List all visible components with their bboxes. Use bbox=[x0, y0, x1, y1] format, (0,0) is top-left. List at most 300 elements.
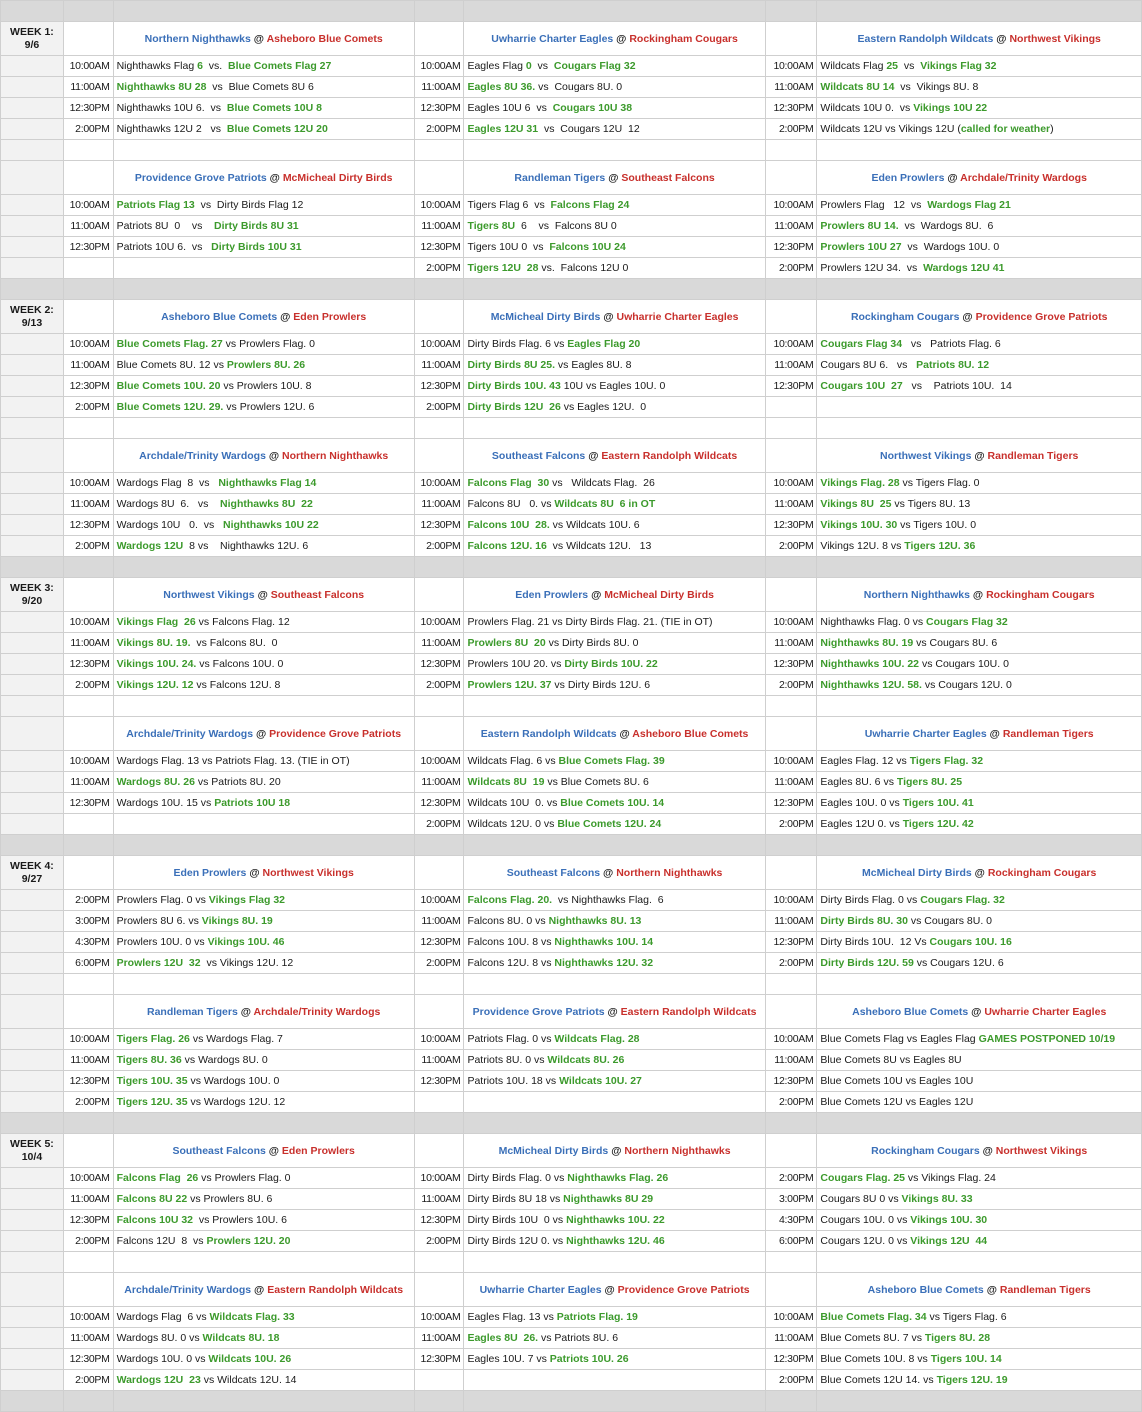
spacer-cell bbox=[63, 1391, 113, 1412]
game-time: 12:30PM bbox=[414, 237, 464, 258]
away-team: Asheboro Blue Comets bbox=[161, 310, 278, 323]
matchup-title bbox=[464, 578, 765, 612]
spacer-cell bbox=[414, 1113, 464, 1134]
empty-cell bbox=[63, 995, 113, 1029]
spacer-cell bbox=[63, 835, 113, 856]
week-cell bbox=[1, 633, 64, 654]
result-text: Nighthawks 10U 6. bbox=[116, 102, 205, 114]
game-result bbox=[113, 654, 414, 675]
game-result bbox=[464, 612, 765, 633]
result-text: vs bbox=[186, 241, 212, 253]
at-sign: @ bbox=[608, 171, 619, 184]
game-row bbox=[1, 911, 1142, 932]
at-sign: @ bbox=[249, 866, 260, 879]
game-result bbox=[113, 119, 414, 140]
result-text: Dirty Birds Flag. 0 vs bbox=[467, 1172, 568, 1184]
home-team: Northern Nighthawks bbox=[624, 1144, 731, 1157]
at-sign: @ bbox=[268, 1144, 279, 1157]
away-team: Randleman Tigers bbox=[146, 1005, 238, 1018]
game-result bbox=[817, 515, 1142, 536]
result-text: vs Cougars 12U. 0 bbox=[921, 679, 1012, 691]
at-sign: @ bbox=[603, 866, 614, 879]
empty-cell bbox=[63, 300, 113, 334]
result-text: Prowlers 12U 34. bbox=[820, 262, 901, 274]
winning-score: Blue Comets Flag. 39 bbox=[558, 755, 665, 767]
winning-score: Vikings Flag 26 bbox=[116, 616, 196, 628]
away-team: Randleman Tigers bbox=[514, 171, 606, 184]
game-time: 12:30PM bbox=[63, 515, 113, 536]
week-date: 9/13 bbox=[21, 316, 43, 329]
empty-cell bbox=[765, 22, 817, 56]
result-text: vs Wardogs 8U. 0 bbox=[181, 1054, 268, 1066]
game-result bbox=[464, 1210, 765, 1231]
empty-cell bbox=[414, 300, 464, 334]
result-text: vs Eagles 8U. 8 bbox=[555, 359, 632, 371]
matchup-title bbox=[464, 856, 765, 890]
result-text: vs Prowlers Flag. 0 bbox=[222, 338, 315, 350]
game-result bbox=[113, 1029, 414, 1050]
game-time: 10:00AM bbox=[765, 473, 817, 494]
spacer-cell bbox=[113, 835, 414, 856]
game-row bbox=[1, 932, 1142, 953]
away-team: McMicheal Dirty Birds bbox=[498, 1144, 609, 1157]
result-text: vs Wildcats Flag. 26 bbox=[549, 477, 655, 489]
matchup-row bbox=[1, 578, 1142, 612]
empty-cell bbox=[817, 696, 1142, 717]
game-row bbox=[1, 216, 1142, 237]
game-result bbox=[113, 1349, 414, 1370]
home-team: Eastern Randolph Wildcats bbox=[601, 449, 738, 462]
game-row bbox=[1, 258, 1142, 279]
game-result bbox=[817, 633, 1142, 654]
away-team: Eastern Randolph Wildcats bbox=[480, 727, 617, 740]
empty-cell bbox=[63, 439, 113, 473]
winning-score: Prowlers 8U 14. bbox=[820, 220, 899, 232]
home-team: Asheboro Blue Comets bbox=[266, 32, 383, 45]
empty-cell bbox=[63, 418, 113, 439]
result-text: Prowlers Flag 12 bbox=[820, 199, 906, 211]
result-text: Blue Comets Flag vs Eagles Flag bbox=[820, 1033, 979, 1045]
schedule-grid-body bbox=[1, 1, 1142, 1412]
game-result bbox=[817, 1029, 1142, 1050]
game-time: 11:00AM bbox=[63, 633, 113, 654]
result-text: vs Eagles 12U. 0 bbox=[560, 401, 647, 413]
winning-score: Falcons 12U. 16 bbox=[467, 540, 547, 552]
result-text: Wardogs 8U 6. bbox=[116, 498, 190, 510]
result-text: Falcons 12U. 8 vs bbox=[467, 957, 555, 969]
result-text: Falcons 12U 8 vs bbox=[116, 1235, 207, 1247]
game-row bbox=[1, 1370, 1142, 1391]
winning-score: Nighthawks 10U 22 bbox=[222, 519, 319, 531]
winning-score: Nighthawks 8U 29 bbox=[563, 1193, 654, 1205]
spacer-cell bbox=[765, 1113, 817, 1134]
away-team: Eden Prowlers bbox=[515, 588, 589, 601]
game-time: 10:00AM bbox=[414, 1168, 464, 1189]
winning-score: Dirty Birds 8U 25. bbox=[467, 359, 556, 371]
game-result bbox=[113, 536, 414, 557]
game-result bbox=[464, 953, 765, 974]
away-team: Eden Prowlers bbox=[173, 866, 247, 879]
game-time: 11:00AM bbox=[63, 216, 113, 237]
at-sign: @ bbox=[996, 32, 1007, 45]
week-cell bbox=[1, 216, 64, 237]
result-text: vs Cougars 8U. 0 bbox=[907, 915, 992, 927]
result-text: Dirty Birds Flag. 0 vs bbox=[820, 894, 921, 906]
spacer-cell bbox=[765, 279, 817, 300]
result-text: vs Prowlers 10U. 6 bbox=[193, 1214, 287, 1226]
week-cell bbox=[1, 439, 64, 473]
empty-cell bbox=[414, 140, 464, 161]
winning-score: Tigers 8U. 28 bbox=[924, 1332, 991, 1344]
home-team: Randleman Tigers bbox=[987, 449, 1079, 462]
winning-score: Vikings 8U. 19 bbox=[201, 915, 273, 927]
winning-score: Wardogs 12U bbox=[116, 540, 184, 552]
winning-score: Wardogs Flag 21 bbox=[927, 199, 1011, 211]
matchup-title bbox=[817, 1134, 1142, 1168]
empty-cell bbox=[464, 696, 765, 717]
game-time: 2:00PM bbox=[765, 536, 817, 557]
away-team: Northern Nighthawks bbox=[144, 32, 251, 45]
winning-score: Eagles 8U 26. bbox=[467, 1332, 539, 1344]
spacer-cell bbox=[464, 1113, 765, 1134]
empty-cell bbox=[63, 717, 113, 751]
winning-score: Nighthawks Flag 14 bbox=[218, 477, 317, 489]
game-result bbox=[113, 772, 414, 793]
empty-cell bbox=[464, 974, 765, 995]
week-cell bbox=[1, 1252, 64, 1273]
week-cell bbox=[1, 300, 64, 334]
home-team: Southeast Falcons bbox=[270, 588, 365, 601]
winning-score: Vikings Flag 32 bbox=[920, 60, 997, 72]
game-result bbox=[464, 814, 765, 835]
game-result bbox=[113, 1231, 414, 1252]
game-result bbox=[464, 654, 765, 675]
result-text: Eagles Flag. 12 vs bbox=[820, 755, 910, 767]
game-result bbox=[817, 1071, 1142, 1092]
result-text: vs Cougars 12U 12 bbox=[538, 123, 640, 135]
week-cell bbox=[1, 890, 64, 911]
game-time: 10:00AM bbox=[414, 612, 464, 633]
result-text: vs bbox=[920, 1374, 937, 1386]
winning-score: Patriots 8U. 12 bbox=[916, 359, 990, 371]
spacer-cell bbox=[63, 557, 113, 578]
game-time: 12:30PM bbox=[63, 1071, 113, 1092]
spacer-cell bbox=[817, 835, 1142, 856]
game-time: 3:00PM bbox=[63, 911, 113, 932]
empty-cell bbox=[817, 1252, 1142, 1273]
result-text: vs Blue Comets 8U 6 bbox=[206, 81, 314, 93]
result-text: Wardogs Flag 8 bbox=[116, 477, 194, 489]
winning-score: Dirty Birds 12U. 59 bbox=[820, 957, 914, 969]
home-team: McMicheal Dirty Birds bbox=[282, 171, 393, 184]
game-result bbox=[113, 1210, 414, 1231]
week-date: 9/27 bbox=[21, 872, 43, 885]
result-text: Prowlers 8U 6. vs bbox=[116, 915, 202, 927]
spacer-cell bbox=[113, 1113, 414, 1134]
game-result bbox=[464, 237, 765, 258]
game-row bbox=[1, 1168, 1142, 1189]
spacer-cell bbox=[113, 279, 414, 300]
at-sign: @ bbox=[982, 1144, 993, 1157]
week-cell bbox=[1, 473, 64, 494]
result-text: Blue Comets 12U vs Eagles 12U bbox=[820, 1096, 974, 1108]
blank-row bbox=[1, 696, 1142, 717]
game-time: 11:00AM bbox=[414, 633, 464, 654]
winning-score: Cougars Flag. 32 bbox=[920, 894, 1005, 906]
game-row bbox=[1, 98, 1142, 119]
game-result bbox=[464, 494, 765, 515]
game-result bbox=[113, 793, 414, 814]
empty-cell bbox=[414, 696, 464, 717]
matchup-title bbox=[464, 300, 765, 334]
result-text: vs Tigers 8U. 13 bbox=[891, 498, 971, 510]
week-cell bbox=[1, 1273, 64, 1307]
winning-score: Vikings 8U 25 bbox=[820, 498, 892, 510]
matchup-title bbox=[464, 1134, 765, 1168]
game-row bbox=[1, 1307, 1142, 1328]
result-text: vs Cougars 8U. 6 bbox=[913, 637, 998, 649]
winning-score: Nighthawks 12U. 32 bbox=[554, 957, 654, 969]
empty-cell bbox=[817, 974, 1142, 995]
week-separator-row bbox=[1, 557, 1142, 578]
result-text: vs Wardogs 10U. 0 bbox=[187, 1075, 280, 1087]
game-time: 12:30PM bbox=[414, 1210, 464, 1231]
winning-score: Tigers 10U. 41 bbox=[902, 797, 974, 809]
result-text: vs bbox=[531, 60, 554, 72]
week-date: 9/20 bbox=[21, 594, 43, 607]
empty-cell bbox=[63, 140, 113, 161]
result-text: vs Falcons 12U. 8 bbox=[193, 679, 281, 691]
game-time: 12:30PM bbox=[765, 237, 817, 258]
winning-score: Blue Comets 10U. 14 bbox=[560, 797, 665, 809]
game-result bbox=[464, 1050, 765, 1071]
game-row bbox=[1, 675, 1142, 696]
winning-score: Falcons Flag. 20. bbox=[467, 894, 553, 906]
result-text: Blue Comets 8U vs Eagles 8U bbox=[820, 1054, 962, 1066]
result-text: vs Cougars 10U. 0 bbox=[919, 658, 1009, 670]
winning-score: Blue Comets 12U. 24 bbox=[557, 818, 662, 830]
game-row bbox=[1, 612, 1142, 633]
game-time: 12:30PM bbox=[63, 654, 113, 675]
result-text: vs Wildcats 10U. 6 bbox=[549, 519, 640, 531]
at-sign: @ bbox=[974, 866, 985, 879]
winning-score: Patriots 10U 18 bbox=[214, 797, 291, 809]
game-time: 11:00AM bbox=[765, 216, 817, 237]
winning-score: Prowlers 12U 32 bbox=[116, 957, 201, 969]
spacer-cell bbox=[817, 279, 1142, 300]
empty-cell bbox=[817, 418, 1142, 439]
game-row bbox=[1, 56, 1142, 77]
home-team: Northwest Vikings bbox=[262, 866, 354, 879]
game-time: 11:00AM bbox=[765, 494, 817, 515]
week-cell bbox=[1, 418, 64, 439]
home-team: Asheboro Blue Comets bbox=[632, 727, 749, 740]
game-result bbox=[113, 237, 414, 258]
at-sign: @ bbox=[971, 1005, 982, 1018]
result-text: vs bbox=[893, 102, 914, 114]
game-time: 2:00PM bbox=[414, 814, 464, 835]
result-text: vs Patriots 10U. 14 bbox=[902, 380, 1012, 392]
game-time: 2:00PM bbox=[414, 536, 464, 557]
empty-cell bbox=[414, 1252, 464, 1273]
game-result bbox=[464, 772, 765, 793]
spacer-cell bbox=[113, 557, 414, 578]
home-team: Randleman Tigers bbox=[999, 1283, 1091, 1296]
at-sign: @ bbox=[607, 1005, 618, 1018]
game-result bbox=[817, 494, 1142, 515]
game-time: 2:00PM bbox=[765, 814, 817, 835]
result-text: Cougars 8U 0 vs bbox=[820, 1193, 902, 1205]
matchup-row bbox=[1, 995, 1142, 1029]
result-text: vs Vikings 8U. 8 bbox=[894, 81, 979, 93]
matchup-row bbox=[1, 161, 1142, 195]
game-result bbox=[113, 1071, 414, 1092]
game-time: 11:00AM bbox=[63, 494, 113, 515]
winning-score: Tigers 10U. 35 bbox=[116, 1075, 188, 1087]
result-text: Blue Comets 10U vs Eagles 10U bbox=[820, 1075, 974, 1087]
week-cell bbox=[1, 1370, 64, 1391]
game-result bbox=[464, 397, 765, 418]
game-time: 12:30PM bbox=[765, 515, 817, 536]
empty-cell bbox=[414, 22, 464, 56]
winning-score: Tigers Flag. 26 bbox=[116, 1033, 190, 1045]
winning-score: Tigers 8U. 25 bbox=[896, 776, 963, 788]
game-result bbox=[113, 633, 414, 654]
winning-score: Tigers 8U. 36 bbox=[116, 1054, 182, 1066]
result-text: Wardogs 10U. 0 vs bbox=[116, 1353, 209, 1365]
game-time: 12:30PM bbox=[414, 1071, 464, 1092]
result-text: vs Wildcats 12U. 13 bbox=[546, 540, 652, 552]
game-result bbox=[464, 376, 765, 397]
winning-score: Blue Comets Flag. 34 bbox=[820, 1311, 927, 1323]
result-text: Patriots Flag. 0 vs bbox=[467, 1033, 555, 1045]
game-row bbox=[1, 376, 1142, 397]
spacer-cell bbox=[464, 1391, 765, 1412]
game-row bbox=[1, 953, 1142, 974]
spacer-cell bbox=[765, 557, 817, 578]
game-result bbox=[817, 772, 1142, 793]
home-team: Uwharrie Charter Eagles bbox=[984, 1005, 1107, 1018]
spacer-cell bbox=[414, 557, 464, 578]
game-time bbox=[765, 397, 817, 418]
winning-score: Prowlers 12U. 37 bbox=[467, 679, 552, 691]
game-result bbox=[113, 98, 414, 119]
game-time: 11:00AM bbox=[63, 1050, 113, 1071]
game-result bbox=[113, 1328, 414, 1349]
game-result bbox=[817, 216, 1142, 237]
result-text: Prowlers Flag. 0 vs bbox=[116, 894, 209, 906]
home-team: Eastern Randolph Wildcats bbox=[620, 1005, 757, 1018]
result-text: Wardogs Flag 6 vs bbox=[116, 1311, 210, 1323]
game-result bbox=[464, 675, 765, 696]
game-row bbox=[1, 1328, 1142, 1349]
empty-cell bbox=[765, 1134, 817, 1168]
week-title: WEEK 4: bbox=[10, 859, 54, 872]
game-result bbox=[464, 1370, 765, 1391]
matchup-title bbox=[113, 856, 414, 890]
matchup-row bbox=[1, 1273, 1142, 1307]
empty-cell bbox=[414, 1134, 464, 1168]
game-result bbox=[113, 751, 414, 772]
winning-score: Wildcats 8U 6 in OT bbox=[554, 498, 656, 510]
game-time: 11:00AM bbox=[63, 772, 113, 793]
home-team: Providence Grove Patriots bbox=[269, 727, 402, 740]
game-time: 10:00AM bbox=[63, 195, 113, 216]
top-spacer-row bbox=[1, 1, 1142, 22]
game-result bbox=[113, 911, 414, 932]
game-time: 11:00AM bbox=[414, 216, 464, 237]
game-time: 11:00AM bbox=[765, 1328, 817, 1349]
winning-score: Tigers 8U bbox=[467, 220, 516, 232]
matchup-row bbox=[1, 22, 1142, 56]
winning-score: Blue Comets Flag 27 bbox=[228, 60, 332, 72]
game-result bbox=[464, 119, 765, 140]
game-result bbox=[464, 515, 765, 536]
game-time: 11:00AM bbox=[414, 1189, 464, 1210]
game-result bbox=[817, 1050, 1142, 1071]
game-time: 12:30PM bbox=[765, 1349, 817, 1370]
result-text: vs bbox=[905, 199, 928, 211]
game-result bbox=[464, 1189, 765, 1210]
week-cell bbox=[1, 578, 64, 612]
winning-score: Falcons 10U 24 bbox=[549, 241, 626, 253]
spacer-cell bbox=[765, 1391, 817, 1412]
matchup-title bbox=[464, 1273, 765, 1307]
game-time: 12:30PM bbox=[63, 376, 113, 397]
winning-score: Nighthawks 10U. 22 bbox=[566, 1214, 665, 1226]
game-result bbox=[464, 1092, 765, 1113]
away-team: Uwharrie Charter Eagles bbox=[864, 727, 987, 740]
game-result bbox=[817, 77, 1142, 98]
game-result bbox=[464, 633, 765, 654]
empty-cell bbox=[63, 1273, 113, 1307]
game-result bbox=[817, 473, 1142, 494]
game-time: 3:00PM bbox=[765, 1189, 817, 1210]
home-team: Rockingham Cougars bbox=[986, 588, 1095, 601]
week-separator-row bbox=[1, 1113, 1142, 1134]
week-cell bbox=[1, 1231, 64, 1252]
blank-row bbox=[1, 974, 1142, 995]
week-cell bbox=[1, 494, 64, 515]
game-time: 11:00AM bbox=[765, 772, 817, 793]
week-cell bbox=[1, 258, 64, 279]
away-team: Eastern Randolph Wildcats bbox=[857, 32, 994, 45]
game-time: 10:00AM bbox=[63, 1307, 113, 1328]
week-cell bbox=[1, 696, 64, 717]
at-sign: @ bbox=[268, 449, 280, 462]
spacer-cell bbox=[464, 1, 765, 22]
spacer-cell bbox=[1, 557, 64, 578]
game-time: 10:00AM bbox=[765, 56, 817, 77]
week-cell bbox=[1, 334, 64, 355]
week-cell bbox=[1, 932, 64, 953]
game-time: 10:00AM bbox=[63, 751, 113, 772]
empty-cell bbox=[63, 974, 113, 995]
game-result bbox=[464, 890, 765, 911]
away-team: McMicheal Dirty Birds bbox=[862, 866, 972, 879]
result-text: Eagles 10U. 0 vs bbox=[820, 797, 903, 809]
spacer-cell bbox=[1, 1391, 64, 1412]
game-time: 6:00PM bbox=[63, 953, 113, 974]
game-result bbox=[817, 814, 1142, 835]
away-team: Providence Grove Patriots bbox=[134, 171, 267, 184]
week-cell bbox=[1, 397, 64, 418]
winning-score: Prowlers 10U 27 bbox=[820, 241, 902, 253]
result-text: vs bbox=[189, 498, 221, 510]
winning-score: Vikings 8U. 19. bbox=[116, 637, 191, 649]
game-result bbox=[464, 536, 765, 557]
winning-score: Nighthawks Flag. 26 bbox=[567, 1172, 669, 1184]
